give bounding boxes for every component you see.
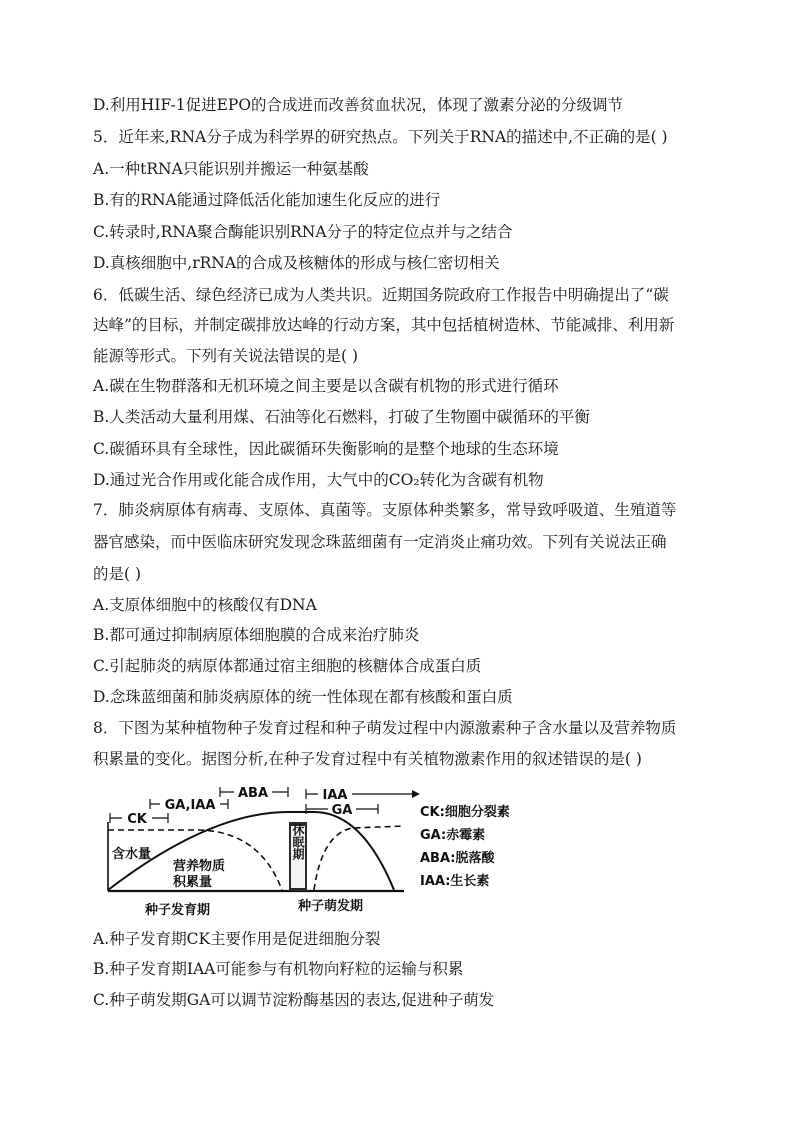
ck-label: CK [127,812,147,827]
text-line: C.种子萌发期GA可以调节淀粉酶基因的表达,促进种子萌发 [93,991,495,1009]
text-line: C.引起肺炎的病原体都通过宿主细胞的核糖体合成蛋白质 [93,657,482,675]
ck-period [110,810,168,827]
text-line: D.利用HIF-1促进EPO的合成进而改善贫血状况，体现了激素分泌的分级调节 [93,96,624,114]
text-line: B.种子发育期IAA可能参与有机物向籽粒的运输与积累 [93,960,464,978]
text-line: 8．下图为某种植物种子发育过程和种子萌发过程中内源激素种子含水量以及营养物质 [93,719,677,737]
nutrient-label-1: 营养物质 [173,859,226,874]
text-line: 器官感染，而中医临床研究发现念珠蓝细菌有一定消炎止痛功效。下列有关说法正确 [93,533,667,551]
text-line: B.都可通过抑制病原体细胞膜的合成来治疗肺炎 [93,626,420,644]
legend [420,804,510,889]
legend-item: ABA:脱落酸 [420,851,495,866]
aba-period [220,784,288,801]
iaa-period [306,786,420,803]
text-line: 积累量的变化。据图分析,在种子发育过程中有关植物激素作用的叙述错误的是( ) [93,750,642,768]
development-label: 种子发育期 [145,903,211,918]
ga-iaa-label: GA,IAA [164,798,216,813]
text-line: 的是( ) [93,565,142,583]
text-line: D.真核细胞中,rRNA的合成及核糖体的形成与核仁密切相关 [93,254,500,272]
nutrient-label-2: 积累量 [173,875,213,890]
text-line: A.碳在生物群落和无机环境之间主要是以含碳有机物的形式进行循环 [93,377,559,395]
text-line: 达峰”的目标，并制定碳排放达峰的行动方案，其中包括植树造林、节能减排、利用新 [93,316,675,334]
text-line: C.碳循环具有全球性，因此碳循环失衡影响的是整个地球的生态环境 [93,440,559,458]
text-line: A.支原体细胞中的核酸仅有DNA [93,596,317,614]
iaa-label: IAA [322,788,348,803]
water-label: 含水量 [112,847,152,862]
aba-label: ABA [237,786,269,801]
ga-germination-period [306,801,378,818]
text-line: B.有的RNA能通过降低活化能加速生化反应的进行 [93,191,441,209]
arrow-right-icon [412,790,420,798]
text-line: C.转录时,RNA聚合酶能识别RNA分子的特定位点并与之结合 [93,223,513,241]
text-line: 7．肺炎病原体有病毒、支原体、真菌等。支原体种类繁多，常导致呼吸道、生殖道等 [93,501,677,519]
text-line: A.一种tRNA只能识别并搬运一种氨基酸 [93,160,369,178]
text-line: 能源等形式。下列有关说法错误的是( ) [93,347,359,365]
text-line: D.通过光合作用或化能合成作用，大气中的CO₂转化为含碳有机物 [93,471,544,489]
text-line: 5．近年来,RNA分子成为科学界的研究热点。下列关于RNA的描述中,不正确的是( ) [93,128,668,146]
dormancy-label: 休眠期 [291,824,305,860]
text-line: B.人类活动大量利用煤、石油等化石燃料，打破了生物圈中碳循环的平衡 [93,408,590,426]
hormone-diagram [100,782,530,922]
text-line: 6．低碳生活、绿色经济已成为人类共识。近期国务院政府工作报告中明确提出了“碳 [93,286,669,304]
text-line: A.种子发育期CK主要作用是促进细胞分裂 [93,930,381,948]
germination-label: 种子萌发期 [298,899,364,914]
text-line: D.念珠蓝细菌和肺炎病原体的统一性体现在都有核酸和蛋白质 [93,688,513,706]
legend-item: IAA:生长素 [420,874,490,889]
legend-item: CK:细胞分裂素 [420,805,510,820]
ga-iaa-period [150,796,228,813]
ga-label: GA [331,803,353,818]
legend-item: GA:赤霉素 [420,828,486,843]
